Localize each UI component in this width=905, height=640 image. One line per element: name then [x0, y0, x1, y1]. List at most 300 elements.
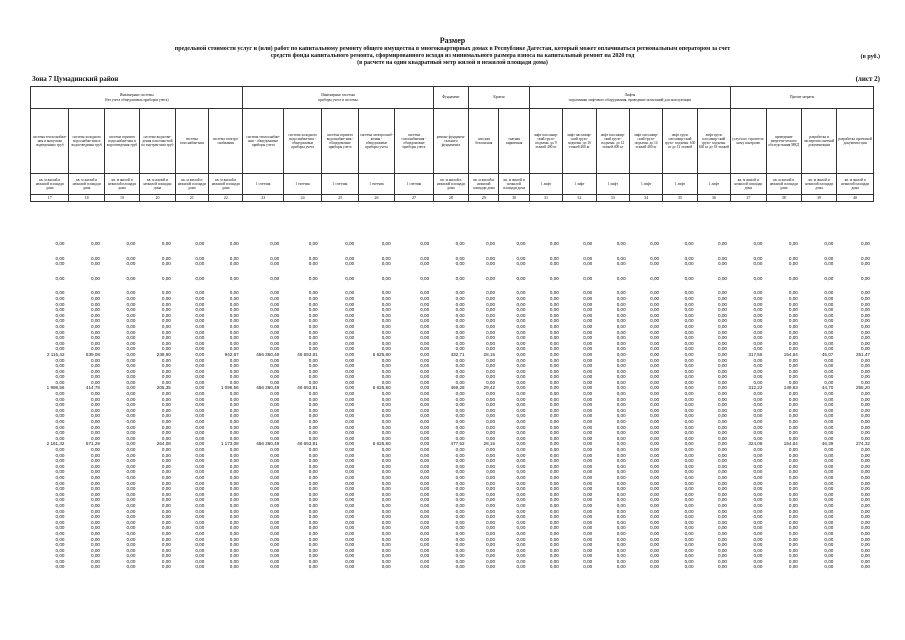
table-cell: 0,00	[788, 312, 798, 318]
table-cell: 0,00	[549, 340, 559, 346]
table-cell: 0,00	[229, 486, 239, 492]
table-cell: 0,00	[91, 329, 100, 335]
table-cell: 0,00	[229, 435, 239, 441]
table-cell: 0,00	[229, 391, 239, 397]
table-cell: 0,00	[718, 547, 727, 553]
table-cell: 0,00	[650, 424, 660, 430]
table-cell: 0,00	[861, 469, 870, 475]
table-cell: 0,00	[753, 290, 763, 296]
table-cell: 0,00	[583, 508, 593, 514]
table-cell: 0,00	[270, 391, 280, 397]
table-cell: 0,00	[549, 435, 559, 441]
table-cell: 0,00	[753, 241, 763, 246]
table-cell: 0,00	[616, 430, 626, 436]
table-cell: 0,00	[381, 323, 391, 329]
column-header-cell: система горячего водоснабже-ния и водоотведения труб	[104, 109, 139, 174]
table-cell: 0,00	[55, 346, 65, 352]
table-cell: 0,00	[195, 351, 205, 357]
table-cell: 0,00	[516, 419, 526, 425]
table-cell: 0,00	[516, 357, 526, 363]
table-cell: 0,00	[308, 530, 318, 536]
table-cell: 0,00	[455, 435, 465, 441]
table-cell: 0,00	[345, 491, 355, 497]
table-cell: 0,00	[55, 447, 65, 452]
table-cell: 0,00	[650, 357, 660, 363]
table-cell: 0,00	[345, 318, 355, 324]
table-cell: 0,00	[161, 480, 171, 486]
table-cell: 0,00	[753, 407, 763, 413]
table-cell: 0,00	[753, 307, 763, 313]
table-cell: 0,00	[161, 335, 171, 341]
table-cell: 0,00	[270, 329, 280, 335]
table-row	[30, 385, 874, 391]
table-cell: 0,00	[549, 542, 559, 548]
table-cell: 0,00	[583, 318, 593, 324]
table-cell: 0,00	[684, 542, 694, 548]
table-cell: 0,00	[718, 525, 727, 531]
table-cell: 0,00	[583, 530, 593, 536]
table-cell: 0,00	[161, 340, 171, 346]
table-cell: 0,00	[345, 458, 355, 464]
table-cell: 0,00	[91, 564, 100, 570]
table-cell: 0,00	[270, 508, 280, 514]
table-cell: 0,00	[718, 241, 727, 246]
table-cell: 0,00	[381, 357, 391, 363]
table-cell: 0,00	[55, 301, 65, 307]
table-cell: 0,00	[381, 275, 391, 281]
table-cell: 0,00	[684, 391, 694, 397]
table-cell: 0,00	[861, 491, 870, 497]
table-cell: 0,00	[486, 502, 496, 508]
table-cell: 0,00	[420, 335, 430, 341]
table-cell: 0,00	[270, 474, 280, 480]
table-cell: 0,00	[161, 318, 171, 324]
table-cell: 0,00	[91, 502, 100, 508]
table-cell: 0,00	[381, 335, 391, 341]
table-cell: 46,39	[821, 441, 834, 447]
table-cell: 0,00	[55, 508, 65, 514]
table-cell: 0,00	[861, 261, 870, 267]
table-cell: 0,00	[549, 480, 559, 486]
table-cell: 0,00	[549, 391, 559, 397]
table-cell: 0,00	[126, 323, 136, 329]
table-cell: 469,28	[450, 385, 465, 391]
table-cell: 0,00	[345, 413, 355, 419]
table-cell: 942,67	[224, 351, 239, 357]
table-cell: 0,00	[308, 402, 318, 408]
table-cell: 0,00	[788, 413, 798, 419]
table-cell: 456 360,49	[256, 351, 280, 357]
table-cell: 0,00	[420, 447, 430, 452]
table-cell: 0,00	[861, 275, 870, 281]
table-cell: 0,00	[126, 435, 136, 441]
table-cell: 0,00	[516, 295, 526, 301]
table-cell: 0,00	[788, 301, 798, 307]
group-header-cell: Лифты подъемники лифтового оборудования, проведение испытаний для эксплуатации	[529, 87, 730, 109]
table-cell: 0,00	[420, 424, 430, 430]
table-cell: 0,00	[684, 363, 694, 369]
table-cell: 0,00	[455, 536, 465, 542]
table-cell: 0,00	[229, 241, 239, 246]
table-cell: 0,00	[753, 413, 763, 419]
table-cell: 0,00	[345, 396, 355, 402]
table-cell: 0,00	[486, 458, 496, 464]
table-cell: 0,00	[583, 323, 593, 329]
table-cell: 0,00	[91, 241, 100, 246]
table-cell: 0,00	[583, 329, 593, 335]
table-cell: 0,00	[381, 480, 391, 486]
table-cell: 0,00	[161, 508, 171, 514]
table-cell: 0,00	[420, 463, 430, 469]
document-title: Размер	[439, 36, 466, 45]
table-cell: 0,00	[55, 275, 65, 281]
table-cell: 0,00	[788, 458, 798, 464]
table-cell: 0,00	[861, 547, 870, 553]
table-cell: 0,00	[229, 430, 239, 436]
table-cell: 0,00	[616, 542, 626, 548]
table-cell: 0,00	[126, 346, 136, 352]
table-cell: 0,00	[308, 391, 318, 397]
document-subtitle-line-1: предельной стоимости услуг и (или) работ по капитальному ремонту общего имущества в многоквартирных домах в Республике Дагестан, который может оплачиваться региональным оператором за счет	[174, 46, 731, 52]
table-cell: 0,00	[616, 379, 626, 385]
table-cell: 0,00	[126, 351, 136, 357]
table-cell: 0,00	[516, 307, 526, 313]
table-cell: 0,00	[516, 463, 526, 469]
table-cell: 0,00	[549, 396, 559, 402]
table-cell: 0,00	[91, 368, 100, 374]
table-cell: 0,00	[55, 547, 65, 553]
table-cell: 0,00	[270, 424, 280, 430]
column-header-cell: лифт грузо пассажир-ский грузо- подъемн. 630 кг до 18 этажей	[697, 109, 730, 174]
table-cell: 0,00	[91, 318, 100, 324]
table-cell: 0,00	[486, 430, 496, 436]
table-cell: 0,00	[549, 385, 559, 391]
table-cell: 0,00	[91, 419, 100, 425]
table-cell: 0,00	[270, 357, 280, 363]
table-cell: 0,00	[308, 346, 318, 352]
table-cell: 0,00	[650, 491, 660, 497]
table-cell: 0,00	[270, 379, 280, 385]
table-cell: 0,00	[516, 502, 526, 508]
table-cell: 0,00	[616, 469, 626, 475]
table-cell: 0,00	[824, 255, 834, 261]
table-cell: 0,00	[126, 502, 136, 508]
table-cell: 0,00	[486, 463, 496, 469]
table-cell: 0,00	[195, 275, 205, 281]
column-header-cell: система холодного водоснабже-ния и водоотведения труб	[69, 109, 104, 174]
table-cell: 0,00	[650, 458, 660, 464]
units-row	[31, 174, 874, 195]
table-cell: 0,00	[91, 402, 100, 408]
table-cell: 0,00	[718, 379, 727, 385]
column-header-cell: лифт пассажир-ский грузо- подъемн. до 9 этажей 400 кг	[529, 109, 562, 174]
table-cell: 0,00	[753, 452, 763, 458]
table-cell: 0,00	[455, 290, 465, 296]
table-cell: 0,00	[549, 379, 559, 385]
table-cell: 0,00	[650, 525, 660, 531]
table-cell: 0,00	[55, 335, 65, 341]
table-cell: 0,00	[345, 469, 355, 475]
table-cell: 0,00	[345, 335, 355, 341]
table-cell: 0,00	[126, 255, 136, 261]
table-cell: 0,00	[753, 424, 763, 430]
table-cell: 0,00	[516, 407, 526, 413]
table-cell: 0,00	[345, 497, 355, 503]
table-cell: 0,00	[549, 368, 559, 374]
unit-cell: 1 лифт	[697, 174, 730, 195]
unit-cell: 1 лифт	[563, 174, 596, 195]
table-cell: 0,00	[616, 351, 626, 357]
table-cell: 0,00	[91, 452, 100, 458]
table-cell: 0,00	[345, 452, 355, 458]
table-cell: 0,00	[788, 463, 798, 469]
table-cell: 0,00	[650, 547, 660, 553]
table-cell: 0,00	[549, 357, 559, 363]
table-cell: 0,00	[345, 301, 355, 307]
table-cell: 0,00	[824, 564, 834, 570]
table-cell: 251,47	[855, 351, 870, 357]
table-cell: 0,00	[583, 430, 593, 436]
table-cell: 0,00	[788, 491, 798, 497]
table-cell: 0,00	[270, 452, 280, 458]
table-cell: 0,00	[345, 290, 355, 296]
table-cell: 0,00	[684, 351, 694, 357]
table-cell: 0,00	[91, 558, 100, 564]
table-cell: 0,00	[91, 374, 100, 380]
table-cell: 0,00	[270, 318, 280, 324]
table-cell: 0,00	[861, 402, 870, 408]
table-cell: 0,00	[345, 351, 355, 357]
table-cell: 0,00	[788, 419, 798, 425]
table-cell: 0,00	[753, 536, 763, 542]
table-cell: 0,00	[616, 435, 626, 441]
table-cell: 0,00	[549, 491, 559, 497]
table-cell: 0,00	[195, 335, 205, 341]
table-cell: 0,00	[91, 474, 100, 480]
table-cell: 0,00	[549, 530, 559, 536]
table-cell: 0,00	[126, 424, 136, 430]
table-cell: 0,00	[455, 363, 465, 369]
table-cell: 0,00	[486, 424, 496, 430]
table-cell: 0,00	[516, 318, 526, 324]
table-cell: 0,00	[516, 329, 526, 335]
table-cell: 0,00	[381, 553, 391, 559]
table-cell: 0,00	[345, 340, 355, 346]
table-cell: 0,00	[583, 335, 593, 341]
table-cell: 0,00	[455, 553, 465, 559]
table-cell: 0,00	[420, 514, 430, 520]
unit-cell: кв. м жилой и нежилой площади дома	[31, 174, 69, 195]
table-cell: 0,00	[55, 312, 65, 318]
table-cell: 0,00	[753, 301, 763, 307]
table-cell: 0,00	[455, 357, 465, 363]
table-cell: 0,00	[861, 502, 870, 508]
table-cell: 0,00	[516, 424, 526, 430]
table-cell: 0,00	[684, 275, 694, 281]
table-cell: 0,00	[270, 536, 280, 542]
column-header-cell: система электро-снабжения	[209, 109, 243, 174]
table-cell: 0,00	[486, 391, 496, 397]
table-cell: 0,00	[650, 379, 660, 385]
table-cell: 0,00	[861, 312, 870, 318]
table-cell: 0,00	[861, 447, 870, 452]
table-cell: 0,00	[270, 547, 280, 553]
unit-cell: кв. м жилой и нежилой площади дома	[209, 174, 243, 195]
table-cell: 0,00	[161, 486, 171, 492]
table-cell: 0,00	[583, 301, 593, 307]
table-cell: 0,00	[455, 558, 465, 564]
table-cell: 0,00	[55, 474, 65, 480]
table-cell: 0,00	[126, 241, 136, 246]
table-cell: 0,00	[161, 407, 171, 413]
table-cell: 0,00	[718, 357, 727, 363]
table-cell: 0,00	[650, 435, 660, 441]
header-table	[30, 86, 874, 202]
table-cell: 0,00	[420, 346, 430, 352]
table-cell: 0,00	[381, 391, 391, 397]
table-cell: 0,00	[126, 402, 136, 408]
table-cell: 0,00	[126, 295, 136, 301]
table-cell: 0,00	[650, 564, 660, 570]
table-cell: 0,00	[788, 525, 798, 531]
table-cell: 0,00	[381, 419, 391, 425]
table-cell: 0,00	[455, 407, 465, 413]
table-cell: 0,00	[684, 491, 694, 497]
table-cell: 0,00	[381, 301, 391, 307]
table-cell: 0,00	[420, 419, 430, 425]
table-cell: 0,00	[455, 480, 465, 486]
sheet-label: (лист 2)	[855, 75, 880, 83]
table-cell: 0,00	[420, 480, 430, 486]
table-cell: 0,00	[381, 379, 391, 385]
table-cell: 0,00	[824, 301, 834, 307]
table-cell: 0,00	[549, 441, 559, 447]
table-cell: 0,00	[486, 542, 496, 548]
table-cell: 0,00	[420, 558, 430, 564]
table-cell: 0,00	[861, 374, 870, 380]
table-cell: 0,00	[824, 295, 834, 301]
data-table	[30, 241, 874, 570]
table-cell: 0,00	[516, 480, 526, 486]
table-cell: 0,00	[549, 295, 559, 301]
column-number-cell: 33	[596, 195, 629, 202]
table-cell: 0,00	[861, 295, 870, 301]
table-cell: 0,00	[161, 261, 171, 267]
table-cell: 0,00	[308, 312, 318, 318]
table-cell: 0,00	[650, 261, 660, 267]
table-cell: 0,00	[486, 530, 496, 536]
column-number-cell: 27	[395, 195, 434, 202]
table-cell: 0,00	[91, 379, 100, 385]
table-cell: 0,00	[381, 312, 391, 318]
table-cell: 0,00	[861, 480, 870, 486]
column-header-cell: система газоснабже-ния	[175, 109, 208, 174]
table-cell: 0,00	[345, 530, 355, 536]
table-cell: 0,00	[308, 307, 318, 313]
table-cell: 0,00	[308, 374, 318, 380]
table-cell: 0,00	[583, 374, 593, 380]
table-cell: 0,00	[753, 474, 763, 480]
table-cell: 0,00	[161, 474, 171, 480]
table-cell: 0,00	[455, 430, 465, 436]
table-cell: 0,00	[753, 519, 763, 525]
table-cell: 0,00	[788, 514, 798, 520]
table-cell: 0,00	[788, 323, 798, 329]
table-cell: 0,00	[455, 486, 465, 492]
table-cell: 0,00	[583, 363, 593, 369]
table-cell: 46 653,81	[297, 441, 318, 447]
table-cell: 0,00	[486, 318, 496, 324]
table-cell: 0,00	[549, 301, 559, 307]
table-cell: 0,00	[161, 542, 171, 548]
table-cell: 28,15	[483, 351, 496, 357]
table-cell: 0,00	[126, 514, 136, 520]
table-cell: 0,00	[270, 275, 280, 281]
table-cell: 0,00	[420, 295, 430, 301]
table-cell: 0,00	[486, 419, 496, 425]
table-cell: 0,00	[381, 491, 391, 497]
table-cell: 0,00	[381, 413, 391, 419]
table-cell: 0,00	[824, 480, 834, 486]
row-gap	[30, 267, 874, 276]
table-cell: 0,00	[270, 480, 280, 486]
table-cell: 0,00	[161, 424, 171, 430]
table-cell: 0,00	[229, 323, 239, 329]
table-cell: 0,00	[516, 340, 526, 346]
table-cell: 0,00	[824, 514, 834, 520]
table-cell: 0,00	[788, 368, 798, 374]
table-cell: 0,00	[55, 340, 65, 346]
table-cell: 0,00	[861, 564, 870, 570]
table-cell: 0,00	[753, 514, 763, 520]
table-cell: 0,00	[381, 435, 391, 441]
table-cell: 0,00	[516, 447, 526, 452]
table-cell: 0,00	[55, 558, 65, 564]
table-cell: 0,00	[381, 255, 391, 261]
table-cell: 0,00	[126, 312, 136, 318]
table-cell: 0,00	[650, 558, 660, 564]
column-header-cell: система холодного водоснабже-ния - общедомовые приборы учета	[283, 109, 321, 174]
table-cell: 0,00	[753, 346, 763, 352]
table-cell: 456 360,49	[256, 441, 280, 447]
column-number-cell: 32	[563, 195, 596, 202]
column-header-cell: система водоотве-дения пластико-вой по внутрен-ним труб	[140, 109, 175, 174]
table-cell: 0,00	[583, 275, 593, 281]
table-cell: 0,00	[718, 335, 727, 341]
column-number-cell: 25	[322, 195, 358, 202]
table-cell: 0,00	[381, 402, 391, 408]
table-cell: 0,00	[616, 261, 626, 267]
table-cell: 0,00	[788, 435, 798, 441]
column-number-cell: 18	[69, 195, 104, 202]
table-cell: 0,00	[195, 430, 205, 436]
table-cell: 0,00	[824, 419, 834, 425]
unit-cell: кв. м жилой и нежилой площади дома	[731, 174, 766, 195]
table-cell: 0,00	[788, 497, 798, 503]
table-cell: 0,00	[381, 519, 391, 525]
column-header-cell: разработка проектной документа-ции	[837, 109, 874, 174]
table-cell: 0,00	[161, 447, 171, 452]
column-number-cell: 23	[243, 195, 283, 202]
table-cell: 0,00	[684, 312, 694, 318]
table-cell: 0,00	[270, 340, 280, 346]
table-cell: 0,00	[718, 301, 727, 307]
table-cell: 0,00	[195, 530, 205, 536]
table-cell: 0,00	[229, 547, 239, 553]
table-cell: 0,00	[195, 318, 205, 324]
table-cell: 0,00	[824, 407, 834, 413]
table-cell: 0,00	[308, 301, 318, 307]
